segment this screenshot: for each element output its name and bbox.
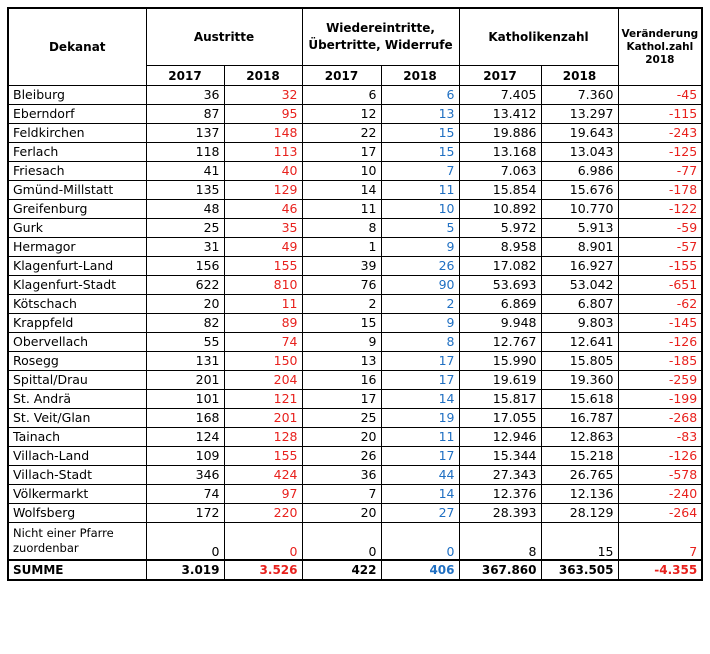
- veraenderung-2018: -122: [618, 200, 702, 219]
- veraenderung-2018: -126: [618, 447, 702, 466]
- veraenderung-2018: -578: [618, 466, 702, 485]
- wiedereintritte-2017: 14: [302, 181, 381, 200]
- wiedereintritte-2017: 2: [302, 295, 381, 314]
- table-row: [8, 181, 702, 200]
- header-austritte: Austritte: [146, 8, 302, 66]
- austritte-2018: 220: [224, 504, 302, 523]
- katholiken-2018: 16.927: [541, 257, 618, 276]
- wiedereintritte-2017: 10: [302, 162, 381, 181]
- wiedereintritte-2017: 8: [302, 219, 381, 238]
- katholiken-2017: 13.412: [459, 105, 541, 124]
- austritte-2017: 172: [146, 504, 224, 523]
- header-wiedereintritte: Wiedereintritte, Übertritte, Widerrufe: [302, 8, 459, 66]
- katholiken-2018: 5.913: [541, 219, 618, 238]
- wiedereintritte-2018: 15: [381, 124, 459, 143]
- veraenderung-2018: -155: [618, 257, 702, 276]
- katholiken-2017: 10.892: [459, 200, 541, 219]
- austritte-2018: 129: [224, 181, 302, 200]
- header-wieder-2018: 2018: [381, 66, 459, 86]
- austritte-2017: 168: [146, 409, 224, 428]
- table-row: [8, 504, 702, 523]
- wiedereintritte-2018: 7: [381, 162, 459, 181]
- table-row: [8, 86, 702, 105]
- veraenderung-2018: -259: [618, 371, 702, 390]
- table-row: [8, 428, 702, 447]
- wiedereintritte-2017: 22: [302, 124, 381, 143]
- katholiken-2017: 9.948: [459, 314, 541, 333]
- katholiken-2018: 12.641: [541, 333, 618, 352]
- table-row: [8, 447, 702, 466]
- wiedereintritte-2017: 16: [302, 371, 381, 390]
- wiedereintritte-2017: 1: [302, 238, 381, 257]
- austritte-2017: 82: [146, 314, 224, 333]
- katholiken-2017: 12.946: [459, 428, 541, 447]
- austritte-2017: 0: [146, 523, 224, 561]
- austritte-2017: 31: [146, 238, 224, 257]
- dekanat-name: Greifenburg: [8, 200, 146, 219]
- austritte-2017: 124: [146, 428, 224, 447]
- dekanat-name: Völkermarkt: [8, 485, 146, 504]
- dekanat-name: Eberndorf: [8, 105, 146, 124]
- austritte-2018: 201: [224, 409, 302, 428]
- katholiken-2017: 367.860: [459, 560, 541, 580]
- austritte-2018: 74: [224, 333, 302, 352]
- austritte-2018: 40: [224, 162, 302, 181]
- katholiken-2018: 13.297: [541, 105, 618, 124]
- dekanat-name: Obervellach: [8, 333, 146, 352]
- table-row: [8, 257, 702, 276]
- austritte-2018: 121: [224, 390, 302, 409]
- wiedereintritte-2018: 17: [381, 371, 459, 390]
- wiedereintritte-2017: 0: [302, 523, 381, 561]
- katholiken-2018: 15.676: [541, 181, 618, 200]
- katholiken-2018: 19.360: [541, 371, 618, 390]
- austritte-2017: 201: [146, 371, 224, 390]
- wiedereintritte-2018: 6: [381, 86, 459, 105]
- dekanat-name: Rosegg: [8, 352, 146, 371]
- veraenderung-2018: -178: [618, 181, 702, 200]
- katholiken-2017: 7.063: [459, 162, 541, 181]
- austritte-2017: 131: [146, 352, 224, 371]
- wiedereintritte-2018: 11: [381, 428, 459, 447]
- wiedereintritte-2017: 9: [302, 333, 381, 352]
- header-dekanat: Dekanat: [8, 8, 146, 86]
- table-row-sum: [8, 560, 702, 580]
- wiedereintritte-2018: 10: [381, 200, 459, 219]
- table-row: [8, 466, 702, 485]
- katholiken-2018: 7.360: [541, 86, 618, 105]
- wiedereintritte-2017: 76: [302, 276, 381, 295]
- dekanat-name: Klagenfurt-Land: [8, 257, 146, 276]
- veraenderung-2018: -57: [618, 238, 702, 257]
- table-row: [8, 200, 702, 219]
- table-row: [8, 143, 702, 162]
- table-row: [8, 124, 702, 143]
- katholiken-2017: 12.376: [459, 485, 541, 504]
- katholiken-2017: 19.886: [459, 124, 541, 143]
- austritte-2017: 135: [146, 181, 224, 200]
- wiedereintritte-2018: 14: [381, 485, 459, 504]
- dekanat-name: Feldkirchen: [8, 124, 146, 143]
- katholiken-2017: 17.082: [459, 257, 541, 276]
- wiedereintritte-2018: 90: [381, 276, 459, 295]
- katholiken-2018: 12.863: [541, 428, 618, 447]
- katholiken-2017: 7.405: [459, 86, 541, 105]
- header-veraenderung: Veränderung Kathol.zahl 2018: [618, 8, 702, 86]
- wiedereintritte-2018: 8: [381, 333, 459, 352]
- katholiken-2018: 15.218: [541, 447, 618, 466]
- wiedereintritte-2017: 20: [302, 428, 381, 447]
- table-row: [8, 333, 702, 352]
- katholiken-2018: 16.787: [541, 409, 618, 428]
- katholiken-2018: 15.618: [541, 390, 618, 409]
- table-row: [8, 371, 702, 390]
- austritte-2018: 150: [224, 352, 302, 371]
- veraenderung-2018: -264: [618, 504, 702, 523]
- katholiken-2017: 13.168: [459, 143, 541, 162]
- katholiken-2018: 15: [541, 523, 618, 561]
- katholiken-2017: 8: [459, 523, 541, 561]
- dekanat-name: Bleiburg: [8, 86, 146, 105]
- header-katholiken-2018: 2018: [541, 66, 618, 86]
- dekanat-name: Villach-Land: [8, 447, 146, 466]
- katholiken-2017: 8.958: [459, 238, 541, 257]
- austritte-2017: 36: [146, 86, 224, 105]
- katholiken-2018: 28.129: [541, 504, 618, 523]
- austritte-2018: 89: [224, 314, 302, 333]
- austritte-2018: 204: [224, 371, 302, 390]
- katholiken-2018: 10.770: [541, 200, 618, 219]
- wiedereintritte-2017: 36: [302, 466, 381, 485]
- austritte-2018: 97: [224, 485, 302, 504]
- austritte-2017: 25: [146, 219, 224, 238]
- austritte-2018: 32: [224, 86, 302, 105]
- austritte-2018: 3.526: [224, 560, 302, 580]
- header-wieder-2017: 2017: [302, 66, 381, 86]
- katholiken-2018: 13.043: [541, 143, 618, 162]
- austritte-2017: 101: [146, 390, 224, 409]
- wiedereintritte-2017: 7: [302, 485, 381, 504]
- veraenderung-2018: -199: [618, 390, 702, 409]
- wiedereintritte-2018: 0: [381, 523, 459, 561]
- katholiken-2017: 17.055: [459, 409, 541, 428]
- table-row: [8, 485, 702, 504]
- dekanat-name: Kötschach: [8, 295, 146, 314]
- wiedereintritte-2018: 9: [381, 314, 459, 333]
- dekanat-name: St. Andrä: [8, 390, 146, 409]
- wiedereintritte-2017: 39: [302, 257, 381, 276]
- veraenderung-2018: -77: [618, 162, 702, 181]
- wiedereintritte-2018: 26: [381, 257, 459, 276]
- wiedereintritte-2018: 17: [381, 352, 459, 371]
- dekanat-name: Friesach: [8, 162, 146, 181]
- dekanat-name: Wolfsberg: [8, 504, 146, 523]
- katholiken-2017: 15.344: [459, 447, 541, 466]
- austritte-2017: 118: [146, 143, 224, 162]
- wiedereintritte-2017: 20: [302, 504, 381, 523]
- table-row: [8, 295, 702, 314]
- austritte-2017: 20: [146, 295, 224, 314]
- austritte-2017: 156: [146, 257, 224, 276]
- katholiken-2018: 19.643: [541, 124, 618, 143]
- dekanat-name: SUMME: [8, 560, 146, 580]
- austritte-2017: 74: [146, 485, 224, 504]
- austritte-2018: 46: [224, 200, 302, 219]
- veraenderung-2018: -45: [618, 86, 702, 105]
- dekanat-statistics-table: [7, 7, 703, 581]
- table-row: [8, 390, 702, 409]
- wiedereintritte-2017: 15: [302, 314, 381, 333]
- table-row: [8, 105, 702, 124]
- wiedereintritte-2018: 17: [381, 447, 459, 466]
- katholiken-2017: 6.869: [459, 295, 541, 314]
- wiedereintritte-2017: 17: [302, 390, 381, 409]
- veraenderung-2018: -115: [618, 105, 702, 124]
- katholiken-2017: 5.972: [459, 219, 541, 238]
- table-container: [7, 7, 703, 581]
- header-katholiken-2017: 2017: [459, 66, 541, 86]
- wiedereintritte-2018: 5: [381, 219, 459, 238]
- table-row: [8, 276, 702, 295]
- katholiken-2017: 15.990: [459, 352, 541, 371]
- wiedereintritte-2017: 26: [302, 447, 381, 466]
- table-row: [8, 238, 702, 257]
- dekanat-name: Gurk: [8, 219, 146, 238]
- dekanat-name: Gmünd-Millstatt: [8, 181, 146, 200]
- wiedereintritte-2018: 2: [381, 295, 459, 314]
- wiedereintritte-2017: 13: [302, 352, 381, 371]
- austritte-2018: 148: [224, 124, 302, 143]
- austritte-2017: 3.019: [146, 560, 224, 580]
- dekanat-name: Spittal/Drau: [8, 371, 146, 390]
- austritte-2018: 95: [224, 105, 302, 124]
- wiedereintritte-2018: 19: [381, 409, 459, 428]
- wiedereintritte-2018: 44: [381, 466, 459, 485]
- wiedereintritte-2018: 13: [381, 105, 459, 124]
- veraenderung-2018: -145: [618, 314, 702, 333]
- table-body: [8, 86, 702, 581]
- header-katholikenzahl: Katholikenzahl: [459, 8, 618, 66]
- austritte-2017: 87: [146, 105, 224, 124]
- veraenderung-2018: 7: [618, 523, 702, 561]
- veraenderung-2018: -126: [618, 333, 702, 352]
- dekanat-name: Krappfeld: [8, 314, 146, 333]
- austritte-2018: 155: [224, 447, 302, 466]
- austritte-2017: 48: [146, 200, 224, 219]
- austritte-2018: 49: [224, 238, 302, 257]
- katholiken-2017: 15.817: [459, 390, 541, 409]
- header-austritte-2018: 2018: [224, 66, 302, 86]
- austritte-2018: 113: [224, 143, 302, 162]
- veraenderung-2018: -59: [618, 219, 702, 238]
- katholiken-2018: 6.807: [541, 295, 618, 314]
- table-row: [8, 219, 702, 238]
- katholiken-2017: 19.619: [459, 371, 541, 390]
- veraenderung-2018: -125: [618, 143, 702, 162]
- austritte-2017: 41: [146, 162, 224, 181]
- wiedereintritte-2018: 9: [381, 238, 459, 257]
- dekanat-name: Tainach: [8, 428, 146, 447]
- veraenderung-2018: -268: [618, 409, 702, 428]
- veraenderung-2018: -243: [618, 124, 702, 143]
- austritte-2018: 424: [224, 466, 302, 485]
- header-austritte-2017: 2017: [146, 66, 224, 86]
- katholiken-2018: 8.901: [541, 238, 618, 257]
- wiedereintritte-2018: 15: [381, 143, 459, 162]
- austritte-2017: 346: [146, 466, 224, 485]
- austritte-2017: 109: [146, 447, 224, 466]
- table-row: [8, 352, 702, 371]
- wiedereintritte-2017: 12: [302, 105, 381, 124]
- dekanat-name: St. Veit/Glan: [8, 409, 146, 428]
- katholiken-2018: 12.136: [541, 485, 618, 504]
- katholiken-2017: 15.854: [459, 181, 541, 200]
- veraenderung-2018: -240: [618, 485, 702, 504]
- table-row: [8, 162, 702, 181]
- veraenderung-2018: -651: [618, 276, 702, 295]
- wiedereintritte-2018: 406: [381, 560, 459, 580]
- wiedereintritte-2017: 6: [302, 86, 381, 105]
- table-row: [8, 314, 702, 333]
- wiedereintritte-2018: 27: [381, 504, 459, 523]
- katholiken-2018: 15.805: [541, 352, 618, 371]
- katholiken-2018: 9.803: [541, 314, 618, 333]
- table-row-unassigned: [8, 523, 702, 561]
- austritte-2018: 0: [224, 523, 302, 561]
- katholiken-2018: 363.505: [541, 560, 618, 580]
- austritte-2017: 622: [146, 276, 224, 295]
- katholiken-2018: 26.765: [541, 466, 618, 485]
- katholiken-2017: 53.693: [459, 276, 541, 295]
- veraenderung-2018: -62: [618, 295, 702, 314]
- katholiken-2018: 53.042: [541, 276, 618, 295]
- austritte-2018: 35: [224, 219, 302, 238]
- austritte-2018: 128: [224, 428, 302, 447]
- wiedereintritte-2017: 17: [302, 143, 381, 162]
- dekanat-name: Klagenfurt-Stadt: [8, 276, 146, 295]
- header-row-main: [8, 8, 702, 66]
- wiedereintritte-2018: 14: [381, 390, 459, 409]
- austritte-2017: 137: [146, 124, 224, 143]
- austritte-2018: 810: [224, 276, 302, 295]
- austritte-2018: 11: [224, 295, 302, 314]
- katholiken-2017: 28.393: [459, 504, 541, 523]
- dekanat-name: Villach-Stadt: [8, 466, 146, 485]
- table-row: [8, 409, 702, 428]
- austritte-2018: 155: [224, 257, 302, 276]
- austritte-2017: 55: [146, 333, 224, 352]
- dekanat-name: Ferlach: [8, 143, 146, 162]
- veraenderung-2018: -4.355: [618, 560, 702, 580]
- veraenderung-2018: -185: [618, 352, 702, 371]
- katholiken-2018: 6.986: [541, 162, 618, 181]
- wiedereintritte-2017: 422: [302, 560, 381, 580]
- katholiken-2017: 27.343: [459, 466, 541, 485]
- katholiken-2017: 12.767: [459, 333, 541, 352]
- dekanat-name: Hermagor: [8, 238, 146, 257]
- dekanat-name: Nicht einer Pfarre zuordenbar: [8, 523, 146, 561]
- wiedereintritte-2017: 25: [302, 409, 381, 428]
- wiedereintritte-2017: 11: [302, 200, 381, 219]
- wiedereintritte-2018: 11: [381, 181, 459, 200]
- veraenderung-2018: -83: [618, 428, 702, 447]
